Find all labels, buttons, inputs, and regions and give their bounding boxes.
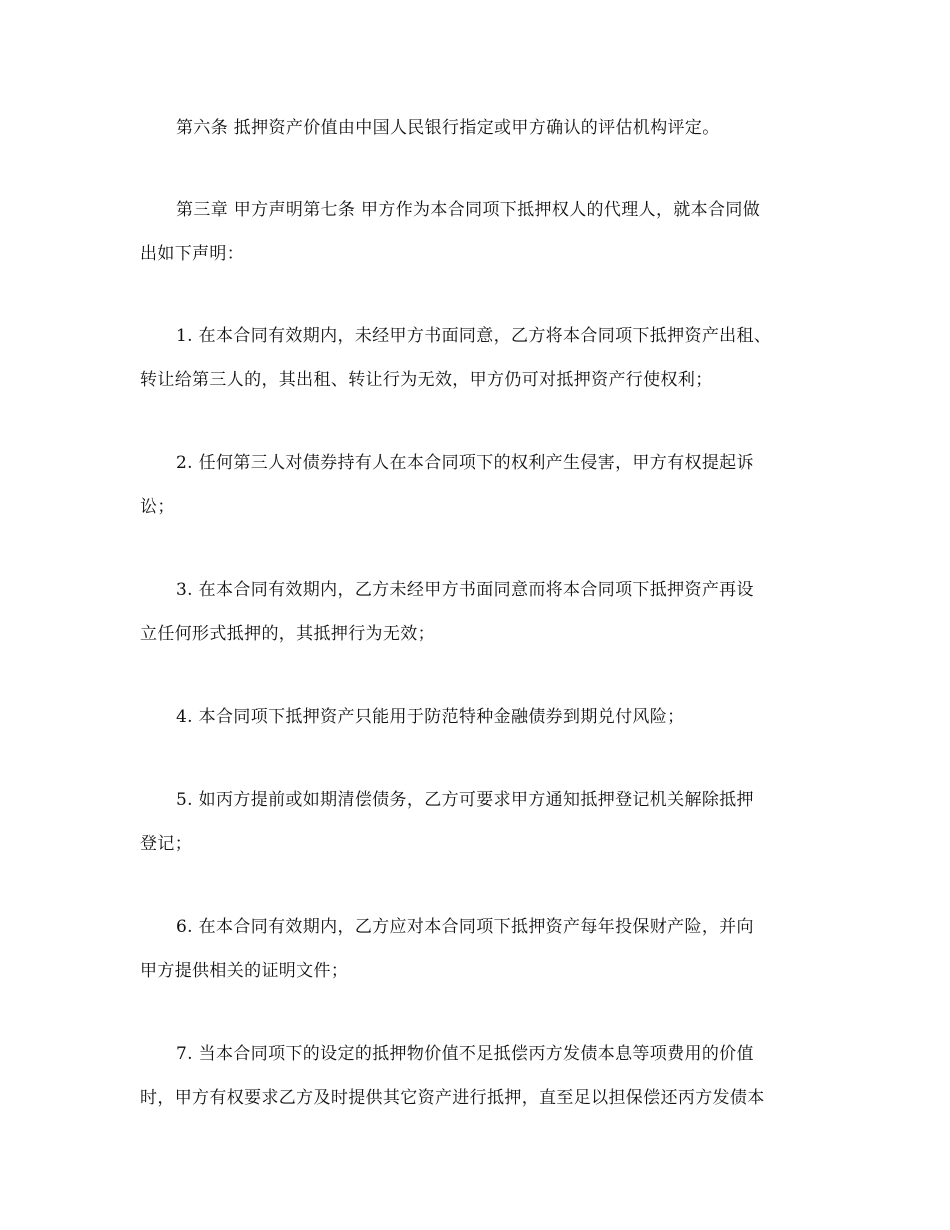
item-5-line-2: 登记； [140, 834, 193, 854]
article-6-line-1: 第六条 抵押资产价值由中国人民银行指定或甲方确认的评估机构评定。 [176, 118, 720, 138]
item-3-line-1: 3. 在本合同有效期内，乙方未经甲方书面同意而将本合同项下抵押资产再设 [176, 580, 754, 600]
item-7-line-1: 7. 当本合同项下的设定的抵押物价值不足抵偿丙方发债本息等项费用的价值 [176, 1044, 754, 1064]
item-3-line-2: 立任何形式抵押的，其抵押行为无效； [140, 624, 435, 644]
item-6-line-2: 甲方提供相关的证明文件； [140, 961, 349, 981]
chapter-3-line-1: 第三章 甲方声明第七条 甲方作为本合同项下抵押权人的代理人，就本合同做 [176, 200, 761, 220]
item-2-line-2: 讼； [140, 497, 175, 517]
chapter-3-line-2: 出如下声明： [140, 244, 245, 264]
item-4-line-1: 4. 本合同项下抵押资产只能用于防范特种金融债券到期兑付风险； [176, 707, 685, 727]
item-7-line-2: 时，甲方有权要求乙方及时提供其它资产进行抵押，直至足以担保偿还丙方发债本 [140, 1088, 765, 1108]
item-1-line-2: 转让给第三人的，其出租、转让行为无效，甲方仍可对抵押资产行使权利； [140, 370, 713, 390]
item-6-line-1: 6. 在本合同有效期内，乙方应对本合同项下抵押资产每年投保财产险，并向 [176, 917, 754, 937]
item-1-line-1: 1. 在本合同有效期内，未经甲方书面同意，乙方将本合同项下抵押资产出租、 [176, 326, 772, 346]
item-5-line-1: 5. 如丙方提前或如期清偿债务，乙方可要求甲方通知抵押登记机关解除抵押 [176, 790, 754, 810]
item-2-line-1: 2. 任何第三人对债券持有人在本合同项下的权利产生侵害，甲方有权提起诉 [176, 453, 754, 473]
